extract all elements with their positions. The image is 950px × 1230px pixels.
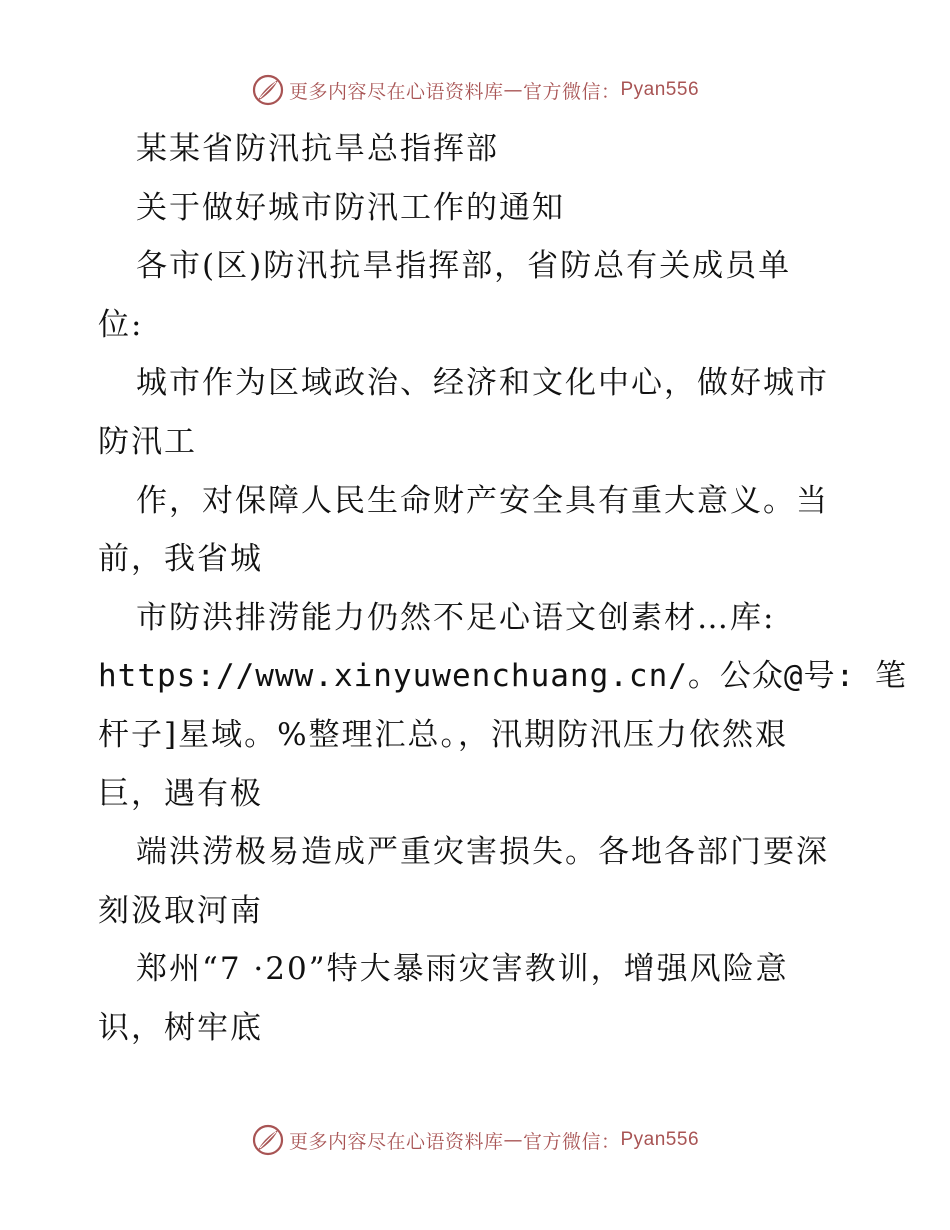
paragraph-line: 杆子]星域。%整理汇总。，汛期防汛压力依然艰 [98, 716, 789, 753]
paragraph-line: 前，我省城 [98, 541, 263, 578]
banner-wechat-id: Pyan556 [620, 1129, 700, 1150]
paragraph-line: 端洪涝极易造成严重灾害损失。各地各部门要深 [136, 834, 829, 871]
banner-separator: — [503, 79, 523, 101]
header-banner [0, 70, 950, 110]
banner-wechat-id: Pyan556 [620, 79, 700, 100]
paragraph-line: 城市作为区域政治、经济和文化中心，做好城市 [136, 365, 829, 402]
notice-title: 关于做好城市防汛工作的通知 [136, 189, 565, 226]
addressee-line: 各市(区)防汛抗旱指挥部，省防总有关成员单 [136, 248, 792, 285]
paragraph-line: 巨，遇有极 [98, 775, 263, 812]
banner-wechat-label: 官方微信： [522, 80, 621, 103]
quill-logo-icon [251, 73, 285, 107]
paragraph-line: 作，对保障人民生命财产安全具有重大意义。当 [136, 482, 829, 519]
banner-separator: — [503, 1129, 523, 1151]
banner-title: 更多内容尽在心语资料库 [288, 1130, 504, 1153]
issuer-line: 某某省防汛抗旱总指挥部 [136, 131, 499, 167]
paragraph-line: 识，树牢底 [98, 1009, 263, 1046]
paragraph-line: 防汛工 [98, 423, 197, 460]
paragraph-line: 市防洪排涝能力仍然不足心语文创素材…库: [136, 599, 776, 636]
quill-logo-icon [251, 1123, 285, 1157]
paragraph-line: 郑州“7 ·20”特大暴雨灾害教训，增强风险意 [136, 951, 789, 988]
banner-wechat-label: 官方微信： [522, 1130, 621, 1153]
url-line: https://www.xinyuwenchuang.cn/。公众@号: 笔 [98, 658, 907, 695]
addressee-line-cont: 位: [98, 306, 144, 343]
banner-title: 更多内容尽在心语资料库 [288, 80, 504, 103]
paragraph-line: 刻汲取河南 [98, 892, 263, 929]
footer-banner [0, 1120, 950, 1160]
document-body [98, 120, 907, 1058]
